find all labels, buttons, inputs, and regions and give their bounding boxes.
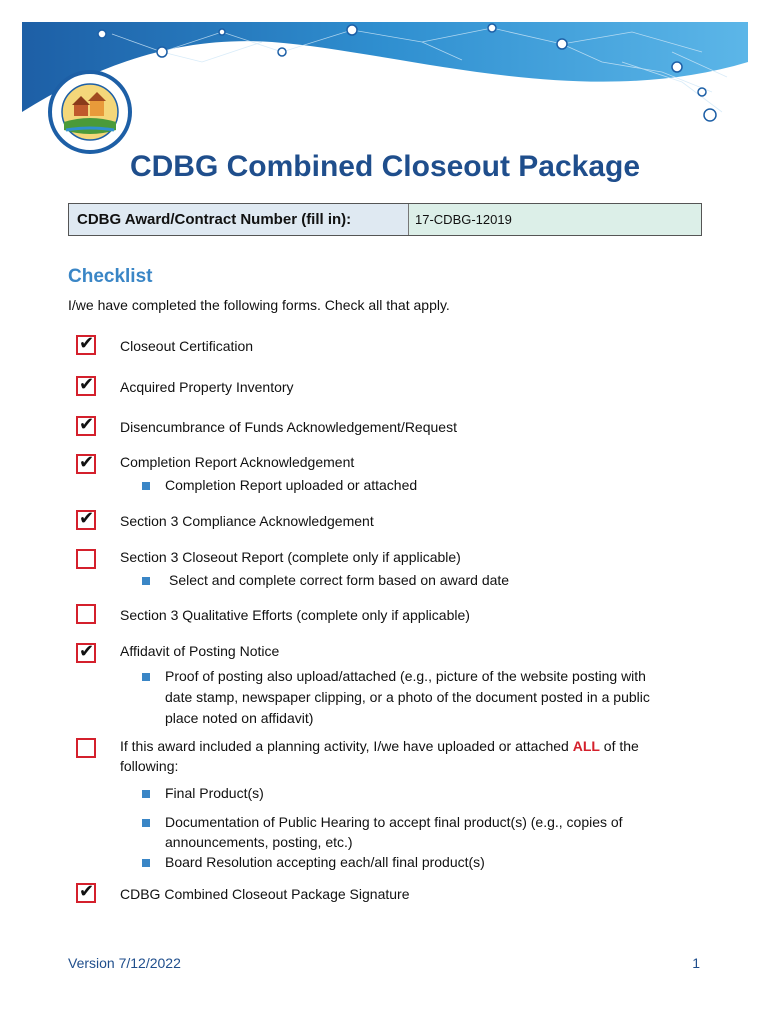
checklist-sub-item-cont: date stamp, newspaper clipping, or a photo of the document posted in a public [165,689,650,705]
award-number-field[interactable]: 17-CDBG-12019 [409,204,701,235]
bullet-square-icon [142,673,150,681]
check-mark-icon: ✔ [79,641,95,662]
checkbox-checked[interactable] [76,510,96,530]
checklist-heading: Checklist [68,266,153,287]
footer-page-number: 1 [692,955,700,971]
bullet-square-icon [142,819,150,827]
award-number-row [68,203,702,236]
checklist-intro: I/we have completed the following forms. Check all that apply. [68,297,450,313]
footer-version: Version 7/12/2022 [68,955,181,971]
checklist-sub-item: Final Product(s) [165,785,264,801]
checklist-item-label [120,738,639,754]
checklist-sub-item-cont: place noted on affidavit) [165,710,314,726]
checklist-item-label: Affidavit of Posting Notice [120,643,280,659]
checklist-item-label: Acquired Property Inventory [120,379,294,395]
checklist-sub-item: Board Resolution accepting each/all final product(s) [165,854,485,870]
page-title: CDBG Combined Closeout Package [129,150,641,183]
checklist-sub-item: Documentation of Public Hearing to accept final product(s) (e.g., copies of [165,814,623,830]
checkbox-checked[interactable] [76,643,96,663]
label-emphasis-all: ALL [572,738,600,754]
label-part: of the [599,738,639,754]
checklist-item-label: CDBG Combined Closeout Package Signature [120,886,410,902]
check-mark-icon: ✔ [79,333,95,354]
check-mark-icon: ✔ [79,452,95,473]
award-number-label: CDBG Award/Contract Number (fill in): [69,204,409,235]
checkbox-checked[interactable] [76,883,96,903]
checkbox-unchecked[interactable] [76,549,96,569]
bullet-square-icon [142,577,150,585]
checklist-item-label: Disencumbrance of Funds Acknowledgement/Request [120,419,457,435]
checklist-item-label: Section 3 Compliance Acknowledgement [120,513,374,529]
check-mark-icon: ✔ [79,881,95,902]
checklist-sub-item: Select and complete correct form based on award date [169,572,510,588]
checklist-item-label: Completion Report Acknowledgement [120,454,355,470]
checklist-item-label: Section 3 Qualitative Efforts (complete only if applicable) [120,607,470,623]
bullet-square-icon [142,482,150,490]
bullet-square-icon [142,790,150,798]
check-mark-icon: ✔ [79,374,95,395]
hcd-seal-logo [48,70,132,154]
check-mark-icon: ✔ [79,414,95,435]
checklist-sub-item: Proof of posting also upload/attached (e.g., picture of the website posting with [165,668,646,684]
checkbox-checked[interactable] [76,454,96,474]
checkbox-unchecked[interactable] [76,738,96,758]
label-part: If this award included a planning activity, I/we have uploaded or attached [120,738,573,754]
check-mark-icon: ✔ [79,508,95,529]
checkbox-checked[interactable] [76,416,96,436]
checklist-item-label: Section 3 Closeout Report (complete only if applicable) [120,549,461,565]
checklist-sub-item: Completion Report uploaded or attached [165,477,418,493]
checkbox-checked[interactable] [76,376,96,396]
checklist-sub-item-cont: announcements, posting, etc.) [165,834,353,850]
checkbox-checked[interactable] [76,335,96,355]
checkbox-unchecked[interactable] [76,604,96,624]
bullet-square-icon [142,859,150,867]
checklist-item-label: Closeout Certification [120,338,254,354]
checklist-item-label-cont: following: [120,758,179,774]
